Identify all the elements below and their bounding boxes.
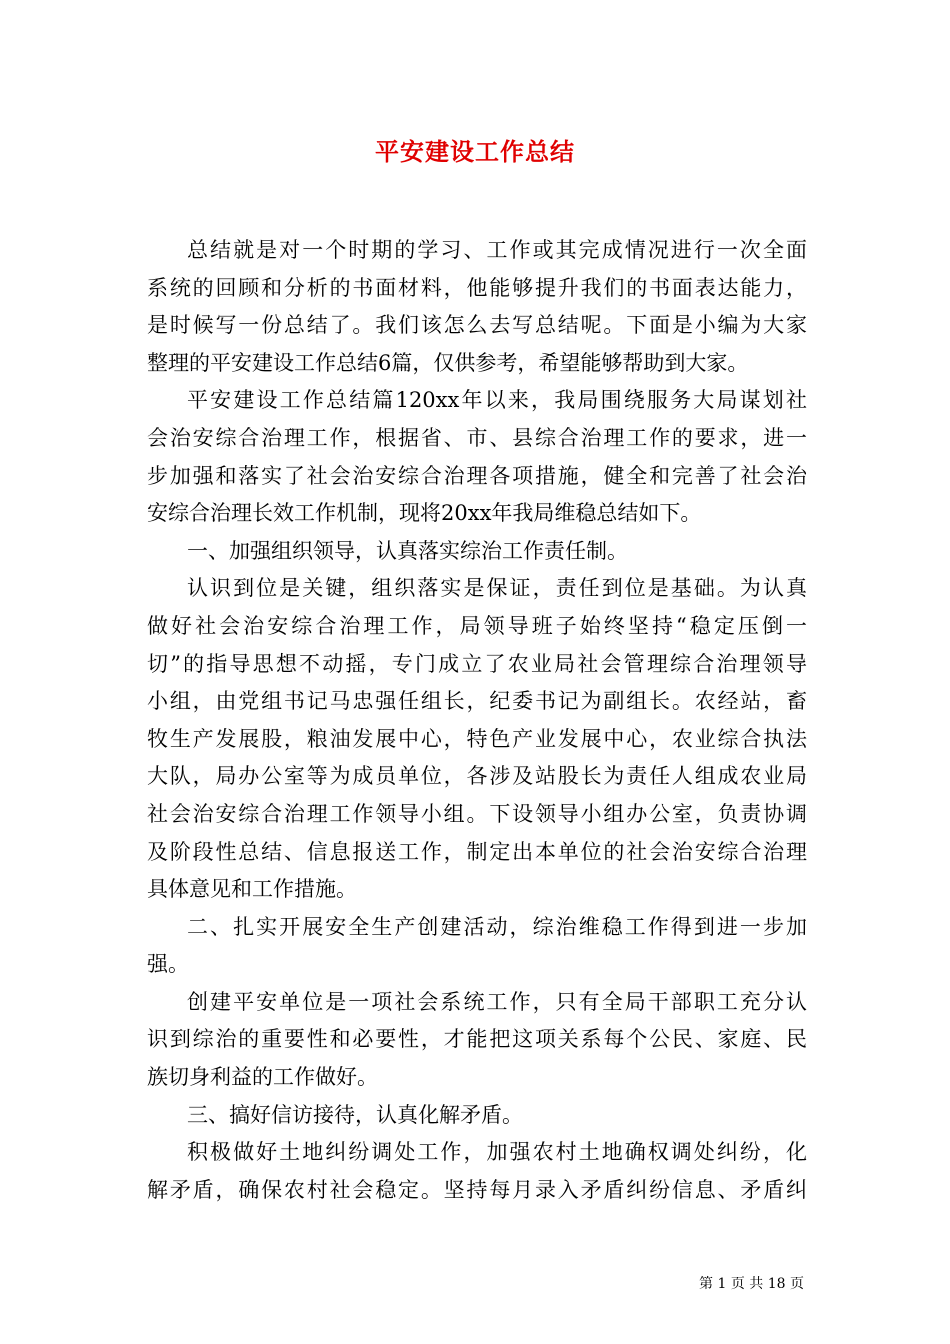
body-line: 会治安综合治理工作，根据省、市、县综合治理工作的要求，进一 (147, 425, 807, 450)
body-line: 系统的回顾和分析的书面材料，他能够提升我们的书面表达能力， (147, 275, 807, 300)
body-line: 族切身利益的工作做好。 (147, 1065, 378, 1090)
section-heading: 一、加强组织领导，认真落实综治工作责任制。 (187, 538, 628, 563)
body-line: 切”的指导思想不动摇，专门成立了农业局社会管理综合治理领导 (147, 651, 807, 676)
section-heading: 二、扎实开展安全生产创建活动，综治维稳工作得到进一步加 (187, 914, 807, 939)
body-line: 认识到位是关键，组织落实是保证，责任到位是基础。为认真 (187, 576, 807, 601)
document-body (147, 232, 807, 1209)
document-title: 平安建设工作总结 (375, 137, 575, 166)
body-line: 积极做好土地纠纷调处工作，加强农村土地确权调处纠纷，化 (187, 1140, 807, 1165)
body-line: 社会治安综合治理工作领导小组。下设领导小组办公室，负责协调 (147, 801, 807, 826)
body-line: 识到综治的重要性和必要性，才能把这项关系每个公民、家庭、民 (147, 1027, 807, 1052)
page-number: 第 1 页 共 18 页 (699, 1276, 804, 1292)
section-heading: 强。 (147, 952, 189, 977)
body-line: 步加强和落实了社会治安综合治理各项措施，健全和完善了社会治 (147, 463, 807, 488)
body-line: 小组，由党组书记马忠强任组长，纪委书记为副组长。农经站，畜 (147, 689, 807, 714)
body-line: 是时候写一份总结了。我们该怎么去写总结呢。下面是小编为大家 (147, 313, 807, 338)
body-line: 安综合治理长效工作机制，现将20xx年我局维稳总结如下。 (147, 501, 702, 526)
body-line: 大队，局办公室等为成员单位，各涉及站股长为责任人组成农业局 (147, 764, 807, 789)
body-line: 具体意见和工作措施。 (147, 877, 357, 902)
body-line: 总结就是对一个时期的学习、工作或其完成情况进行一次全面 (187, 238, 807, 262)
body-line: 整理的平安建设工作总结6篇，仅供参考，希望能够帮助到大家。 (147, 350, 749, 375)
body-line: 及阶段性总结、信息报送工作，制定出本单位的社会治安综合治理 (147, 839, 807, 864)
body-line: 解矛盾，确保农村社会稳定。坚持每月录入矛盾纠纷信息、矛盾纠 (147, 1177, 807, 1202)
body-line: 创建平安单位是一项社会系统工作，只有全局干部职工充分认 (187, 989, 807, 1014)
body-line: 做好社会治安综合治理工作，局领导班子始终坚持“稳定压倒一 (147, 613, 807, 638)
body-line: 牧生产发展股，粮油发展中心，特色产业发展中心，农业综合执法 (147, 726, 807, 751)
body-line: 平安建设工作总结篇120xx年以来，我局围绕服务大局谋划社 (187, 388, 807, 413)
section-heading: 三、搞好信访接待，认真化解矛盾。 (187, 1102, 523, 1127)
